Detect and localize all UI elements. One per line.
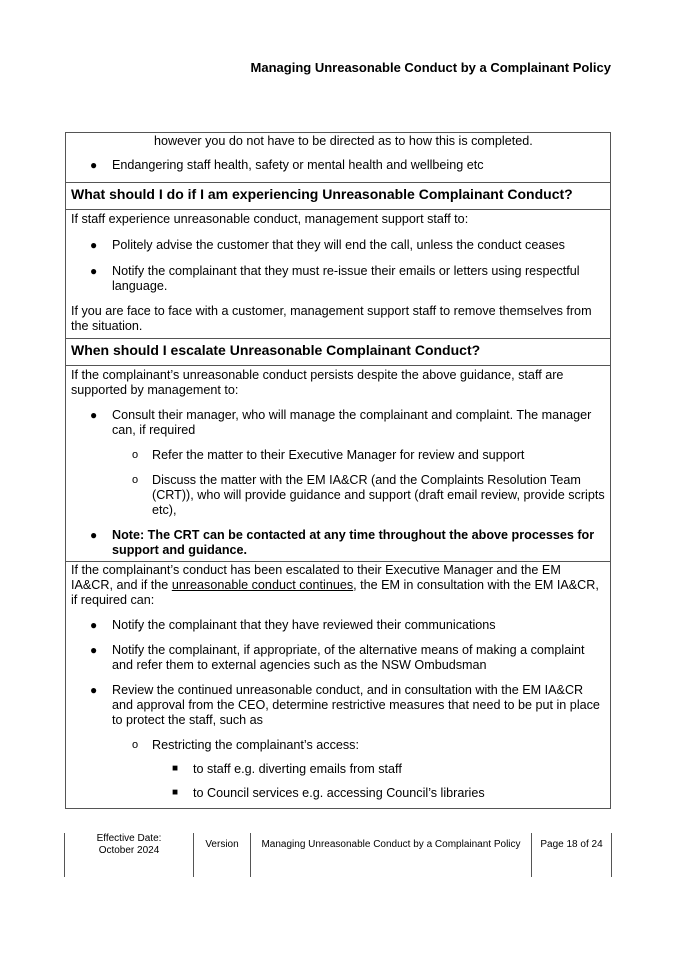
list-item bbox=[66, 238, 610, 253]
paragraph bbox=[66, 562, 610, 608]
continuation-text: however you do not have to be directed as to how this is completed. bbox=[154, 134, 533, 148]
list-item-text: Restricting the complainant’s access: bbox=[152, 738, 359, 752]
sub-sub-list-item bbox=[66, 786, 610, 801]
list-item-text: Notify the complainant that they have reviewed their communications bbox=[112, 618, 496, 632]
section-heading: When should I escalate Unreasonable Complainant Conduct? bbox=[66, 339, 610, 366]
paragraph: If staff experience unreasonable conduct, management support staff to: bbox=[71, 212, 469, 226]
list-item bbox=[66, 683, 610, 728]
continuation-cell bbox=[66, 133, 610, 183]
policy-content-table bbox=[65, 132, 611, 809]
square-marker: ■ bbox=[172, 787, 179, 798]
list-item bbox=[66, 158, 610, 173]
list-item bbox=[66, 528, 610, 558]
footer-policy-name: Managing Unreasonable Conduct by a Complainant Policy bbox=[250, 833, 531, 877]
circle-marker: o bbox=[132, 474, 139, 486]
sub-list-item bbox=[66, 473, 610, 518]
footer-page-number: Page 18 of 24 bbox=[531, 833, 612, 877]
footer-version: Version bbox=[193, 833, 250, 877]
sub-list-item bbox=[66, 738, 610, 753]
circle-marker: o bbox=[132, 449, 139, 461]
bullet-marker: ● bbox=[90, 408, 98, 422]
paragraph: If you are face to face with a customer, management support staff to remove themselves from the situation. bbox=[71, 304, 592, 333]
square-marker: ■ bbox=[172, 763, 179, 774]
footer-effective-date: Effective Date: October 2024 bbox=[64, 833, 193, 877]
list-item-text: Notify the complainant, if appropriate, of the alternative means of making a complaint and refer them to external agencies such as the NSW Ombudsman bbox=[112, 643, 585, 672]
paragraph: If the complainant’s unreasonable conduct persists despite the above guidance, staff are supported by management to: bbox=[71, 368, 564, 397]
circle-marker: o bbox=[132, 739, 139, 751]
sub-sub-list-item bbox=[66, 762, 610, 777]
bullet-marker: ● bbox=[90, 528, 98, 542]
list-item-text: Note: The CRT can be contacted at any time throughout the above processes for support and guidance. bbox=[112, 528, 595, 557]
list-item-text: Review the continued unreasonable conduct, and in consultation with the EM IA&CR and approval from the CEO, determine restrictive measures that need to be put in place to protect the staff, such as bbox=[112, 683, 600, 727]
paragraph-text: If the complainant’s conduct has been escalated to their Executive Manager and the EM IA&CR, and if the bbox=[71, 563, 561, 592]
list-item bbox=[66, 264, 610, 294]
bullet-marker: ● bbox=[90, 683, 98, 697]
list-item-text: Consult their manager, who will manage the complainant and complaint. The manager can, if required bbox=[112, 408, 592, 437]
bullet-marker: ● bbox=[90, 643, 98, 657]
page-footer bbox=[64, 833, 612, 877]
list-item-text: Refer the matter to their Executive Manager for review and support bbox=[152, 448, 525, 462]
bullet-marker: ● bbox=[90, 238, 98, 252]
list-item-text: to Council services e.g. accessing Council’s libraries bbox=[193, 786, 485, 800]
escalation-cell bbox=[66, 366, 610, 562]
list-item-text: Politely advise the customer that they will end the call, unless the conduct ceases bbox=[112, 238, 565, 252]
bullet-marker: ● bbox=[90, 264, 98, 278]
list-item-text: Notify the complainant that they must re-issue their emails or letters using respectful language. bbox=[112, 264, 580, 293]
list-item-text: Endangering staff health, safety or mental health and wellbeing etc bbox=[112, 158, 484, 172]
paragraph-text: , the EM in consultation with the EM IA&CR, if required can: bbox=[71, 578, 599, 607]
bullet-marker: ● bbox=[90, 618, 98, 632]
list-item-text: to staff e.g. diverting emails from staff bbox=[193, 762, 402, 776]
sub-list-item bbox=[66, 448, 610, 463]
guidance-cell bbox=[66, 210, 610, 339]
underlined-phrase: unreasonable conduct continues bbox=[171, 578, 354, 592]
further-escalation-cell bbox=[66, 562, 610, 801]
section-heading: What should I do if I am experiencing Unreasonable Complainant Conduct? bbox=[66, 183, 610, 210]
document-header-title: Managing Unreasonable Conduct by a Complainant Policy bbox=[250, 60, 611, 75]
list-item bbox=[66, 408, 610, 438]
list-item bbox=[66, 618, 610, 633]
list-item-text: Discuss the matter with the EM IA&CR (and the Complaints Resolution Team (CRT)), who will provide guidance and support (draft email review, provide scripts etc), bbox=[152, 473, 605, 517]
bullet-marker: ● bbox=[90, 158, 98, 172]
list-item bbox=[66, 643, 610, 673]
